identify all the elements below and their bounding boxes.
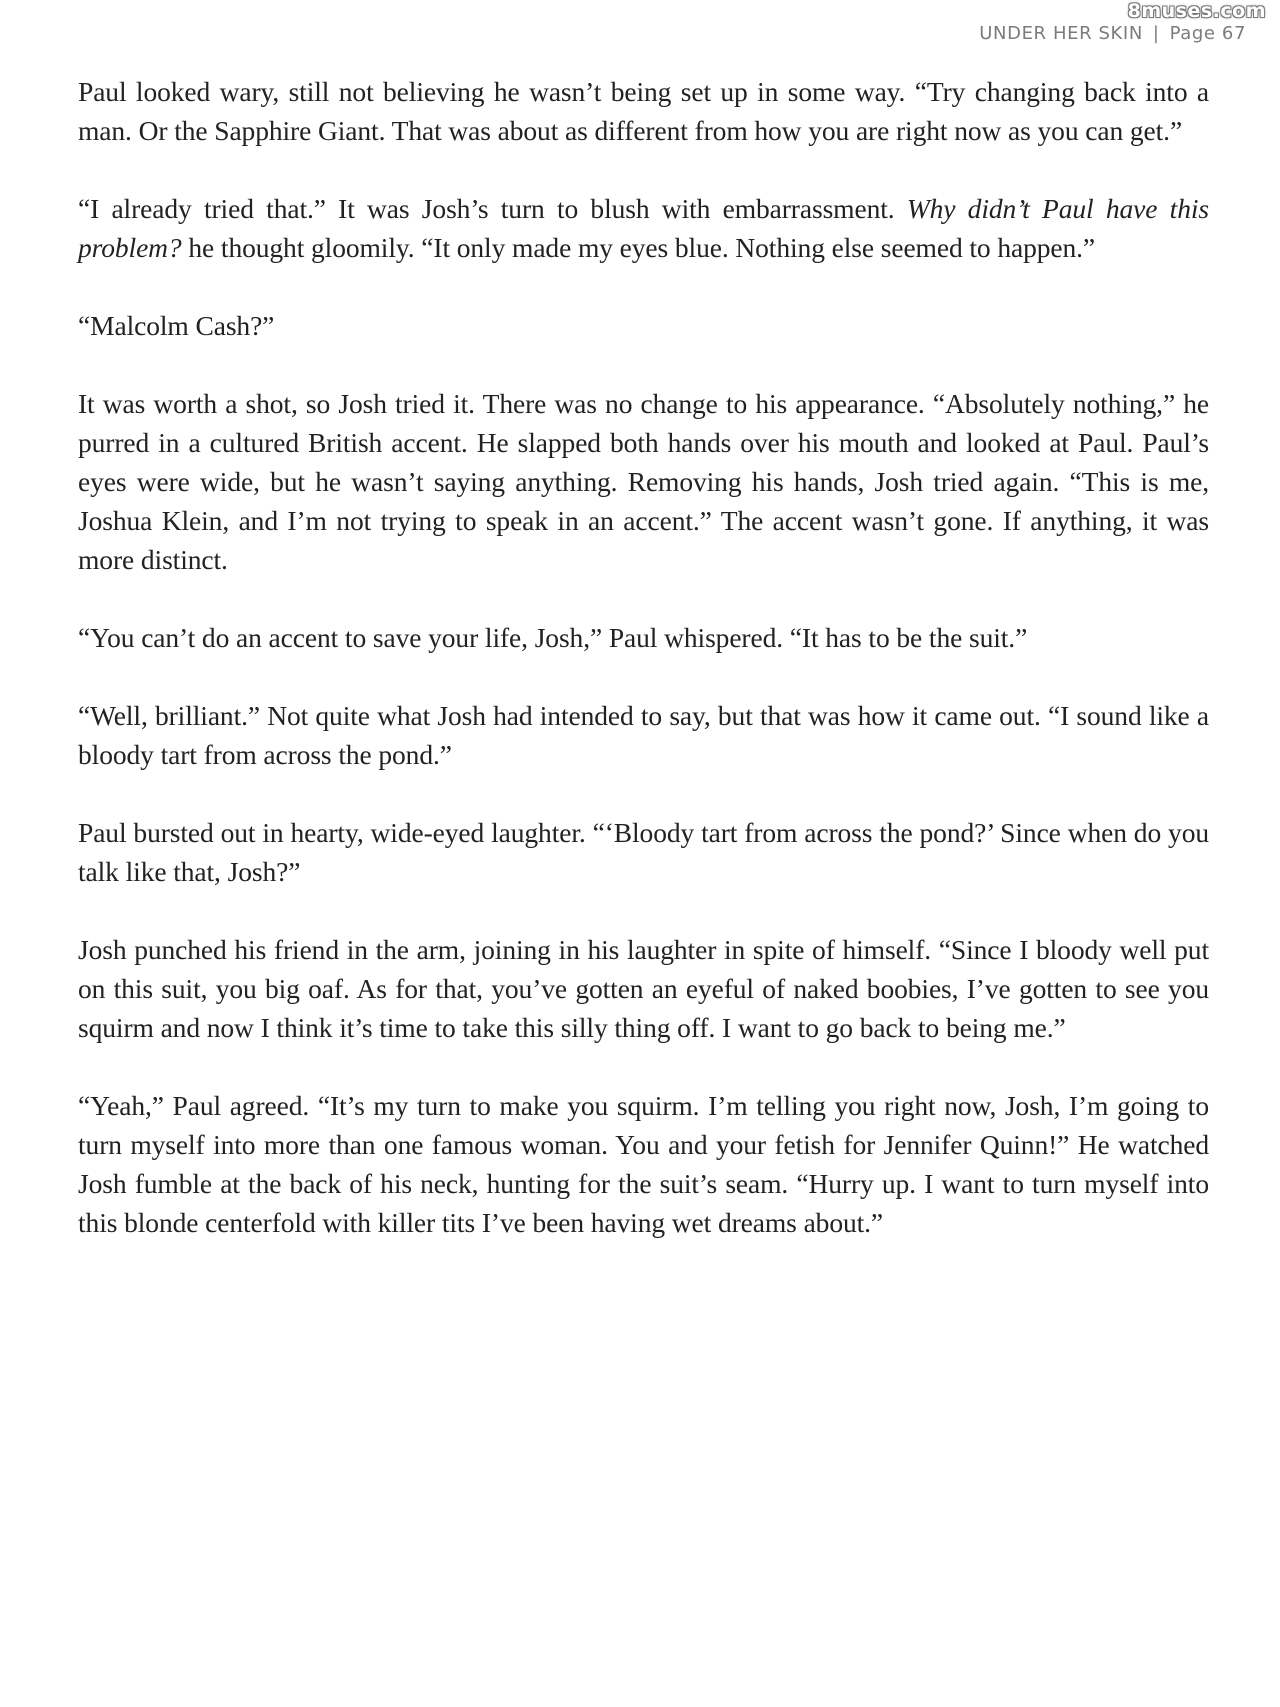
paragraph: Josh punched his friend in the arm, joining in his laughter in spite of himself. “Since I bloody well put on this suit, you big oaf. As for that, you’ve gotten an eyeful of naked boobies, I’ve gotten to see you squirm and now I think it’s time to take this silly thing off. I want to go back to being me.”	[78, 934, 1209, 1043]
paragraph: “You can’t do an accent to save your life, Josh,” Paul whispered. “It has to be the suit.”	[78, 622, 1028, 653]
paragraph-text: “I already tried that.” It was Josh’s turn to blush with embarrassment.	[78, 193, 907, 224]
paragraph: “Yeah,” Paul agreed. “It’s my turn to make you squirm. I’m telling you right now, Josh, I’m going to turn myself into more than one famous woman. You and your fetish for Jennifer Quinn!” He watched Josh fumble at the back of his neck, hunting for the suit’s seam. “Hurry up. I want to turn myself into this blonde centerfold with killer tits I’ve been having wet dreams about.”	[78, 1090, 1209, 1238]
paragraph	[78, 189, 1209, 267]
paragraph: “Malcolm Cash?”	[78, 310, 275, 341]
watermark-logo: 8muses.com	[1127, 0, 1266, 22]
paragraph: It was worth a shot, so Josh tried it. There was no change to his appearance. “Absolutely nothing,” he purred in a cultured British accent. He slapped both hands over his mouth and looked at Paul. Paul’s eyes were wide, but he wasn’t saying anything. Removing his hands, Josh tried again. “This is me, Joshua Klein, and I’m not trying to speak in an accent.” The accent wasn’t gone. If anything, it was more distinct.	[78, 388, 1209, 575]
running-header	[979, 23, 1246, 44]
header-separator: |	[1152, 23, 1160, 44]
italic-thought: Why didn’t Paul have this problem?	[78, 193, 1209, 263]
page-number: Page 67	[1169, 23, 1246, 44]
paragraph: “Well, brilliant.” Not quite what Josh had intended to say, but that was how it came out. “I sound like a bloody tart from across the pond.”	[78, 700, 1209, 770]
body-text	[78, 72, 1209, 1281]
book-title: UNDER HER SKIN	[979, 23, 1143, 44]
paragraph: Paul looked wary, still not believing he wasn’t being set up in some way. “Try changing back into a man. Or the Sapphire Giant. That was about as different from how you are right now as you can get.”	[78, 76, 1209, 146]
paragraph: Paul bursted out in hearty, wide-eyed laughter. “‘Bloody tart from across the pond?’ Since when do you talk like that, Josh?”	[78, 817, 1209, 887]
paragraph-text: he thought gloomily. “It only made my eyes blue. Nothing else seemed to happen.”	[181, 232, 1096, 263]
